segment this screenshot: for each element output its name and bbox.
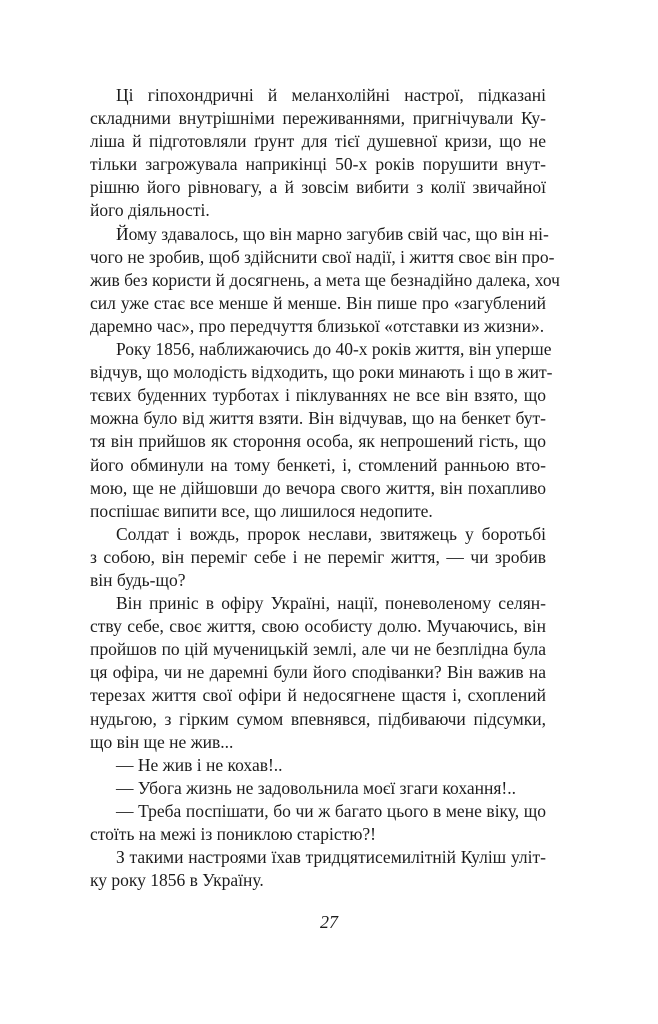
text-line: Солдат і вождь, пророк неслави, звитяжець у боротьбі — [116, 523, 546, 544]
text-line: ця офіра, чи не даремні були його сподіванки? Він важив на — [90, 662, 546, 683]
text-line: можна було від життя взяти. Він відчував, що на бенкет бут- — [90, 408, 546, 429]
paragraph — [90, 523, 546, 592]
body-text — [90, 84, 560, 892]
text-line: Йому здавалось, що він марно загубив свій час, що він ні- — [116, 223, 549, 244]
text-line: З такими настроями їхав тридцятисемилітній Куліш уліт- — [116, 847, 546, 868]
text-line: ліша й підготовляли ґрунт для тієї душевної кризи, що не — [90, 131, 546, 152]
text-line: — Не жив і не кохав!.. — [116, 754, 283, 775]
text-line: його діяльності. — [90, 200, 210, 221]
text-line: тєвих буденних турботах і піклуваннях не все він взято, що — [90, 385, 546, 406]
text-line: складними внутрішніми переживаннями, пригнічували Ку- — [90, 108, 546, 129]
text-line: з собою, він переміг себе і не переміг життя, — чи зробив — [90, 546, 546, 567]
text-line: Ці гіпохондричні й меланхолійні настрої, підказані — [116, 85, 546, 105]
text-line: ству себе, своє життя, свою особисту долю. Мучаючись, він — [90, 616, 546, 637]
text-line: Він приніс в офіру Україні, нації, поневоленому селян- — [116, 593, 546, 614]
text-line: нудьгою, з гірким сумом впевнявся, підбиваючи підсумки, — [90, 708, 546, 729]
text-line: він будь-що? — [90, 569, 186, 590]
text-line: тя він прийшов як стороння особа, як непрошений гість, що — [90, 431, 546, 452]
text-line: мою, ще не дійшовши до вечора свого життя, він похапливо — [90, 477, 546, 498]
text-line: відчув, що молодість відходить, що роки минають і що в жит- — [90, 362, 553, 383]
text-line: Року 1856, наближаючись до 40-х років життя, він уперше — [116, 339, 552, 360]
text-line: стоїть на межі із пониклою старістю?! — [90, 824, 376, 844]
text-line: — Убога жизнь не задовольнила моєї згаги кохання!.. — [116, 777, 516, 798]
text-line: рішню його рівновагу, а й зовсім вибити з колії звичайної — [90, 177, 546, 198]
text-line: ку року 1856 в Україну. — [90, 870, 264, 891]
paragraph — [90, 846, 546, 892]
paragraph — [90, 754, 546, 777]
paragraph — [90, 592, 546, 754]
text-line: даремно час», про передчуття близької «отставки из жизни». — [90, 315, 545, 336]
text-line: чого не зробив, щоб здійснити свої надії, і життя своє він про- — [90, 246, 555, 267]
paragraph — [90, 800, 546, 846]
text-line: поспішає випити все, що лишилося недопите. — [90, 500, 433, 521]
paragraph — [90, 223, 560, 338]
text-line: пройшов по цій мученицькій землі, але чи не безплідна була — [90, 639, 546, 660]
text-line: що він ще не жив... — [90, 731, 234, 752]
text-line: жив без користи й досягнень, а мета ще безнадійно далека, хоч — [90, 269, 560, 290]
paragraph — [90, 338, 553, 523]
text-line: його обминули на тому бенкеті, і, стомлений ранньою вто- — [90, 454, 546, 475]
page-number: 27 — [320, 912, 338, 932]
paragraph — [90, 84, 546, 223]
text-line: тільки загрожувала наприкінці 50-х років порушити внут- — [90, 154, 546, 175]
text-line: сил уже стає все менше й менше. Він пише про «загублений — [90, 292, 546, 313]
paragraph — [90, 777, 546, 800]
text-line: терезах життя свої офіри й недосягнене щастя і, схоплений — [90, 685, 546, 706]
text-line: — Треба поспішати, бо чи ж багато цього в мене віку, що — [116, 800, 546, 821]
